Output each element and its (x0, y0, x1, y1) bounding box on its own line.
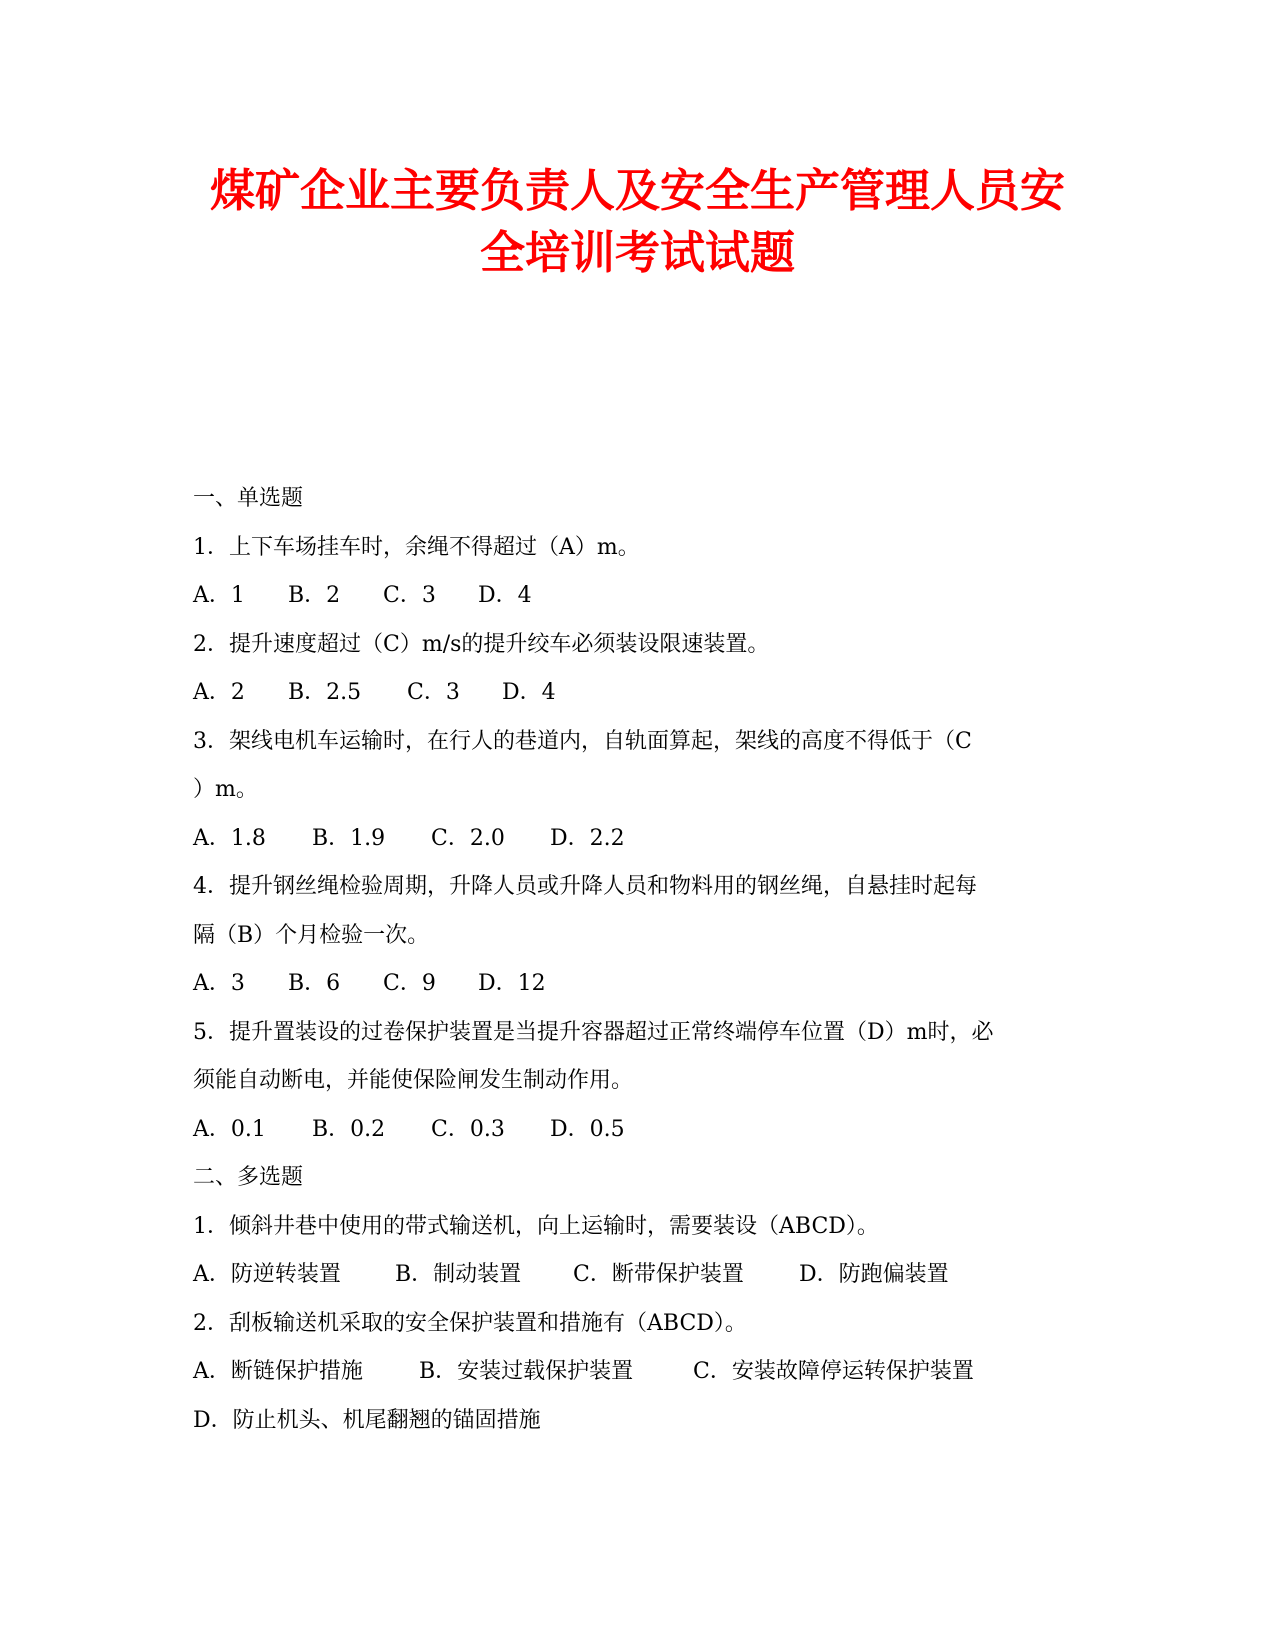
option-d: D．0.5 (550, 1116, 625, 1142)
option-c: C．2.0 (431, 825, 505, 851)
question-3-options (193, 824, 1093, 873)
question-4-options (193, 969, 1093, 1018)
question-3-line-2: ）m。 (193, 777, 258, 802)
option-c: C．0.3 (431, 1116, 505, 1142)
option-c: C．安装故障停运转保护装置 (693, 1359, 974, 1384)
multi-question-1: 1．倾斜井巷中使用的带式输送机，向上运输时，需要装设（ABCD）。 (193, 1213, 879, 1239)
option-d: D．4 (478, 583, 532, 608)
question-5-line-1: 5．提升置装设的过卷保护装置是当提升容器超过正常终端停车位置（D）m时，必 (193, 1019, 994, 1045)
question-4-line-1: 4．提升钢丝绳检验周期，升降人员或升降人员和物料用的钢丝绳，自悬挂时起每 (193, 874, 977, 899)
question-1: 1．上下车场挂车时，余绳不得超过（A）m。 (193, 534, 640, 560)
option-a: A．3 (193, 971, 245, 996)
option-a: A．断链保护措施 (193, 1359, 363, 1384)
title-line-1: 煤矿企业主要负责人及安全生产管理人员安 (209, 164, 1065, 217)
option-d: D．2.2 (550, 825, 625, 851)
question-2: 2．提升速度超过（C）m/s的提升绞车必须装设限速装置。 (193, 631, 770, 657)
option-b: B．6 (288, 971, 341, 996)
option-c: C．3 (407, 680, 460, 705)
document-body (193, 484, 1093, 1454)
multi-question-2-option-d: D．防止机头、机尾翻翘的锚固措施 (193, 1407, 541, 1433)
option-c: C．9 (383, 971, 436, 996)
question-4-line-2: 隔（B）个月检验一次。 (193, 922, 430, 948)
question-1-options (193, 581, 1093, 630)
section-heading-single-choice: 一、单选题 (193, 486, 304, 511)
question-3-line-1: 3．架线电机车运输时，在行人的巷道内，自轨面算起，架线的高度不得低于（C (193, 728, 972, 754)
option-a: A．2 (193, 680, 245, 705)
question-2-options (193, 678, 1093, 727)
option-b: B．安装过载保护装置 (419, 1359, 634, 1384)
option-b: B．2.5 (288, 680, 362, 705)
option-d: D．防跑偏装置 (799, 1262, 949, 1287)
option-d: D．4 (502, 680, 556, 705)
multi-question-2: 2．刮板输送机采取的安全保护装置和措施有（ABCD）。 (193, 1310, 747, 1336)
question-5-options (193, 1115, 1093, 1164)
option-a: A．0.1 (193, 1116, 266, 1142)
option-b: B．2 (288, 583, 341, 608)
title-line-2: 全培训考试试题 (479, 226, 795, 279)
question-5-line-2: 须能自动断电，并能使保险闸发生制动作用。 (193, 1068, 634, 1093)
option-d: D．12 (478, 971, 546, 996)
option-b: B．1.9 (312, 825, 386, 851)
multi-question-2-options (193, 1357, 1093, 1406)
multi-question-1-options (193, 1260, 1093, 1309)
option-c: C．3 (383, 583, 436, 608)
option-a: A．1.8 (193, 825, 266, 851)
option-b: B．0.2 (312, 1116, 386, 1142)
document-title (150, 160, 1125, 284)
option-a: A．防逆转装置 (193, 1262, 341, 1287)
option-b: B．制动装置 (395, 1262, 522, 1287)
section-heading-multiple-choice: 二、多选题 (193, 1165, 304, 1190)
option-c: C．断带保护装置 (573, 1262, 744, 1287)
option-a: A．1 (193, 583, 245, 608)
